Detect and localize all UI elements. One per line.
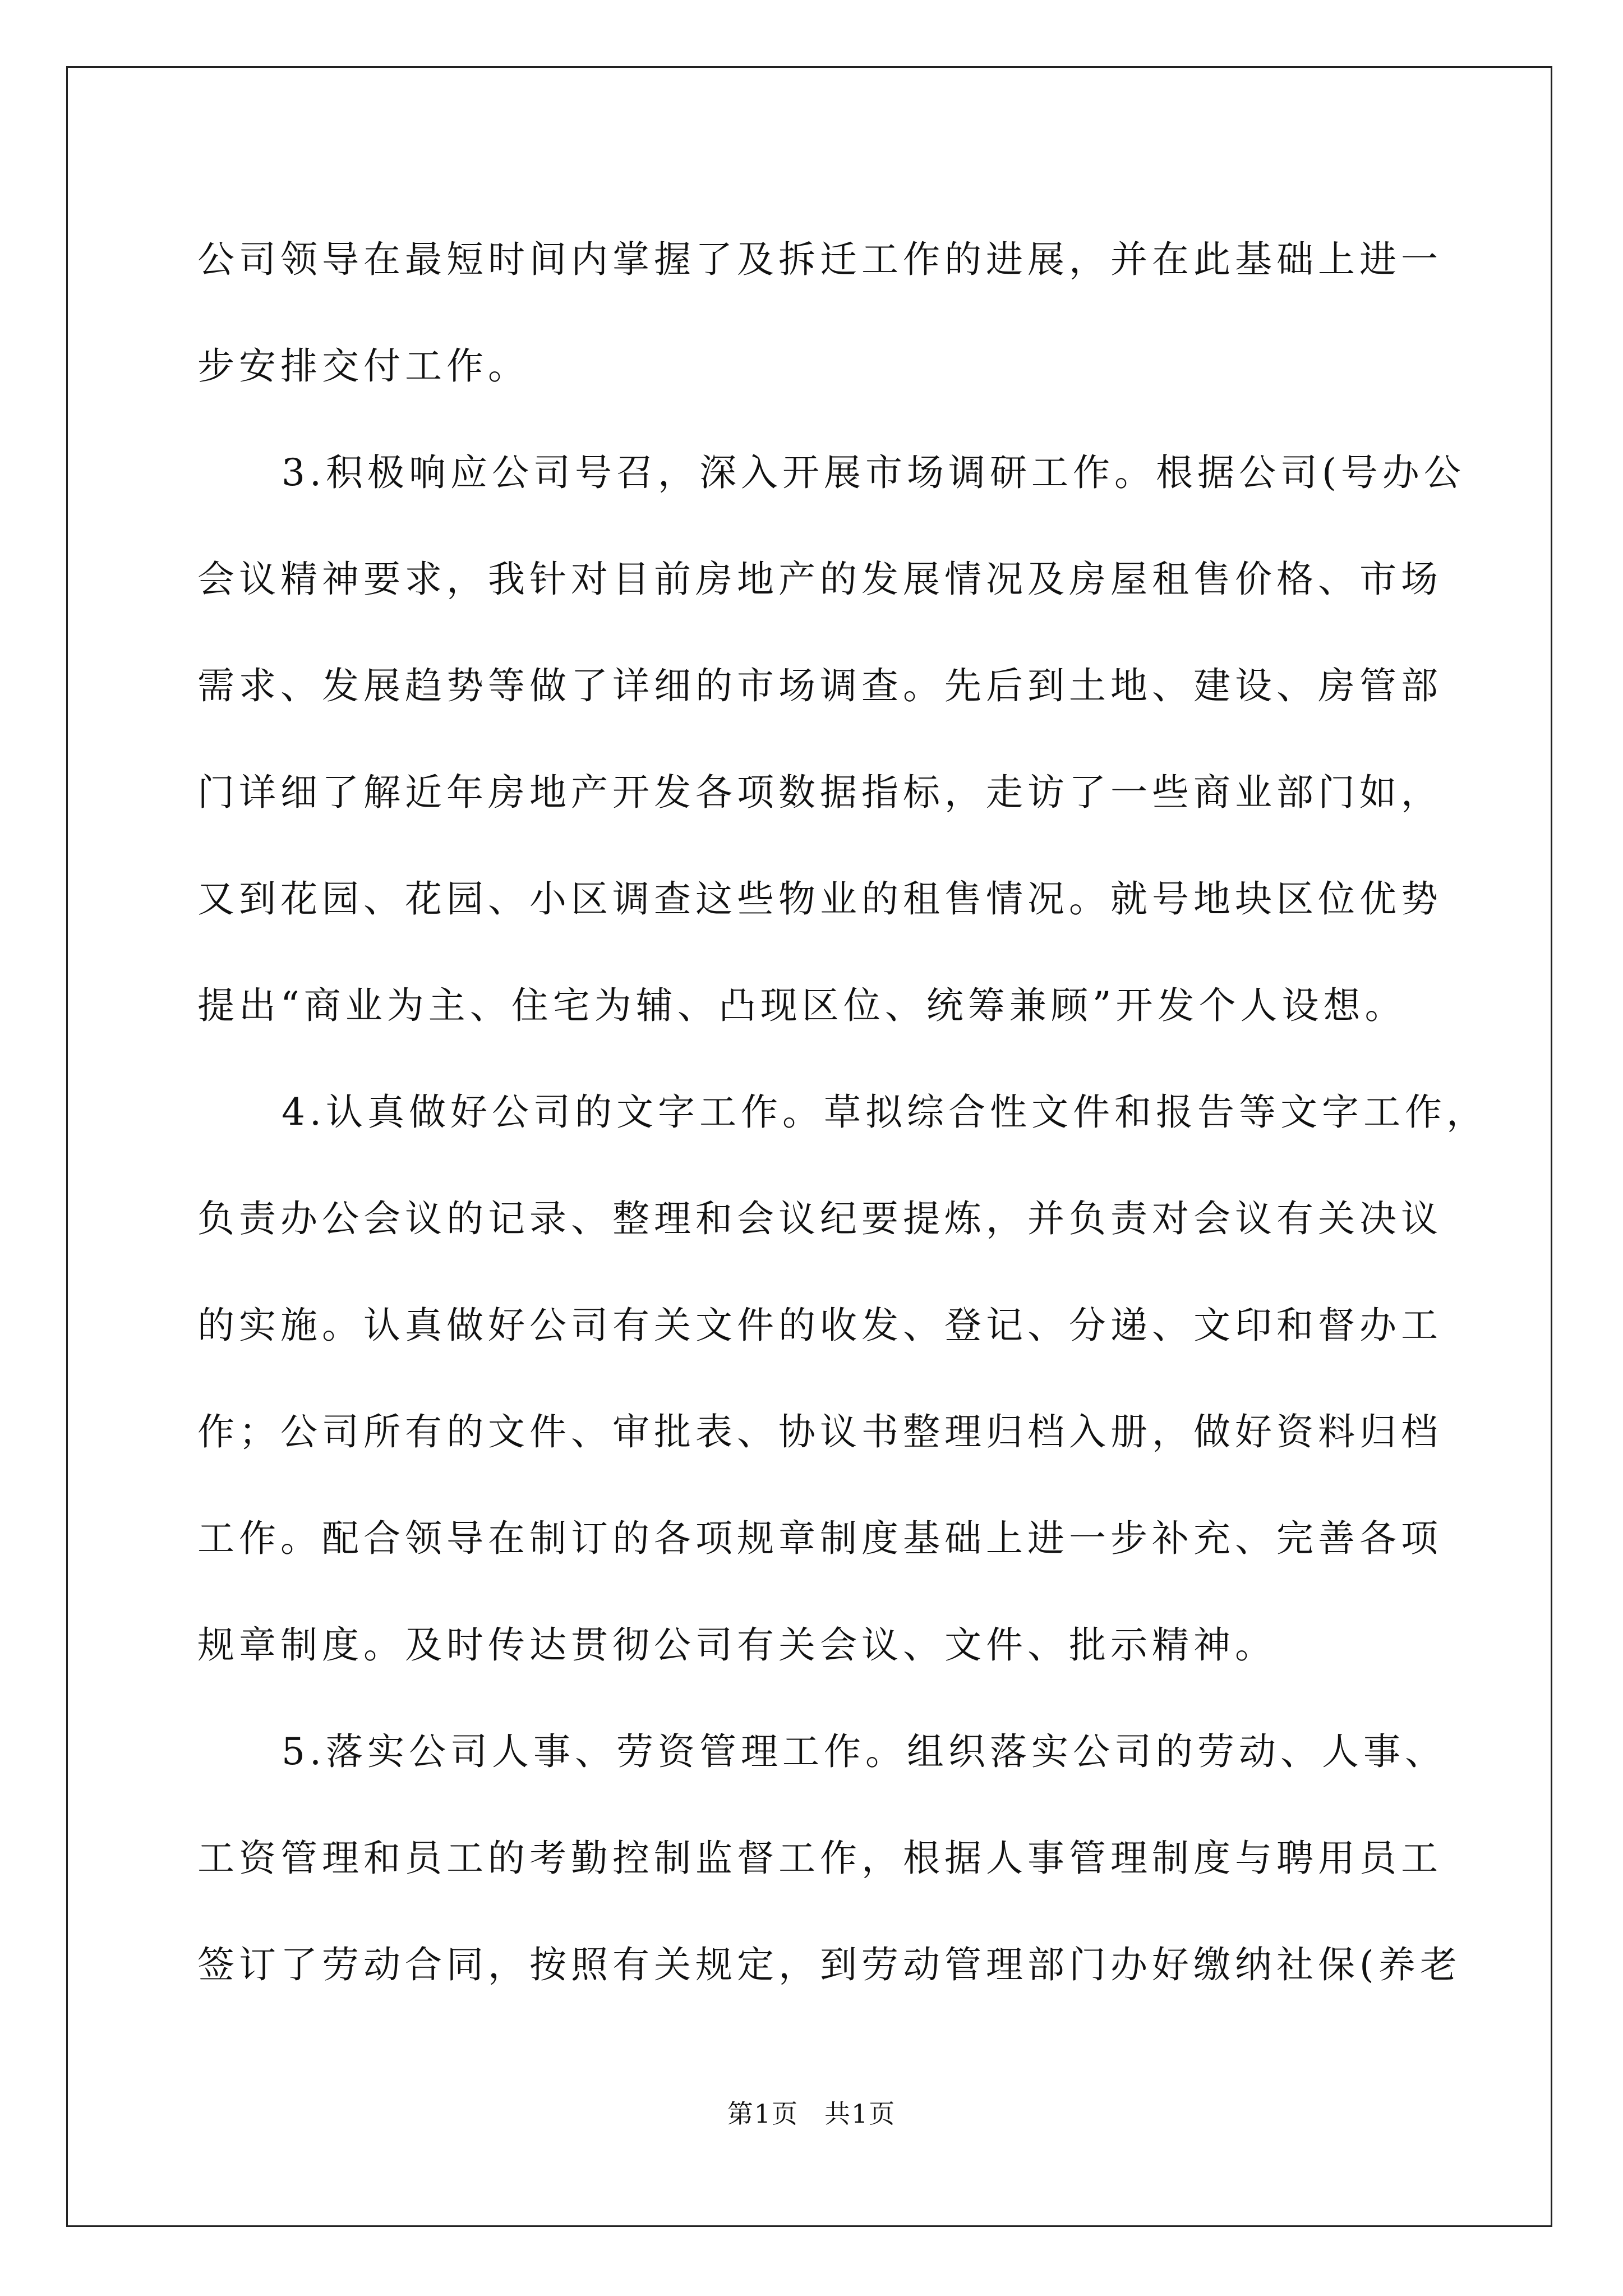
paragraph-4 (197, 1699, 1461, 2018)
text-line: 负责办公会议的记录、整理和会议纪要提炼，并负责对会议有关决议 (197, 1197, 1442, 1240)
paragraph-3 (197, 1059, 1488, 1699)
text-line: 工作。配合领导在制订的各项规章制度基础上进一步补充、完善各项 (197, 1517, 1442, 1560)
page-number: 第1页 (727, 2099, 799, 2129)
text-line: 3.积极响应公司号召，深入开展市场调研工作。根据公司(号办公 (282, 451, 1465, 494)
text-line: 规章制度。及时传达贯彻公司有关会议、文件、批示精神。 (197, 1623, 1276, 1667)
text-line: 会议精神要求，我针对目前房地产的发展情况及房屋租售价格、市场 (197, 558, 1442, 601)
text-line: 又到花园、花园、小区调查这些物业的租售情况。就号地块区位优势 (197, 877, 1442, 921)
text-line: 门详细了解近年房地产开发各项数据指标，走访了一些商业部门如， (197, 771, 1442, 814)
text-line: 需求、发展趋势等做了详细的市场调查。先后到土地、建设、房管部 (197, 664, 1442, 707)
text-line: 作；公司所有的文件、审批表、协议书整理归档入册，做好资料归档 (197, 1410, 1442, 1453)
document-body (197, 206, 1488, 2018)
page-total: 共1页 (824, 2099, 896, 2129)
text-line: 签订了劳动合同，按照有关规定，到劳动管理部门办好缴纳社保(养老 (197, 1943, 1461, 1986)
page-footer (0, 2093, 1623, 2131)
paragraph-2 (197, 420, 1465, 1059)
paragraph-1 (197, 206, 1442, 420)
text-line: 4.认真做好公司的文字工作。草拟综合性文件和报告等文字工作， (282, 1091, 1488, 1134)
text-line: 步安排交付工作。 (197, 344, 529, 388)
text-line: 的实施。认真做好公司有关文件的收发、登记、分递、文印和督办工 (197, 1304, 1442, 1347)
text-line: 工资管理和员工的考勤控制监督工作，根据人事管理制度与聘用员工 (197, 1837, 1442, 1880)
text-line: 5.落实公司人事、劳资管理工作。组织落实公司的劳动、人事、 (282, 1730, 1446, 1773)
text-line: 提出“商业为主、住宅为辅、凸现区位、统筹兼顾”开发个人设想。 (197, 984, 1407, 1027)
text-line: 公司领导在最短时间内掌握了及拆迁工作的进展，并在此基础上进一 (197, 238, 1442, 281)
